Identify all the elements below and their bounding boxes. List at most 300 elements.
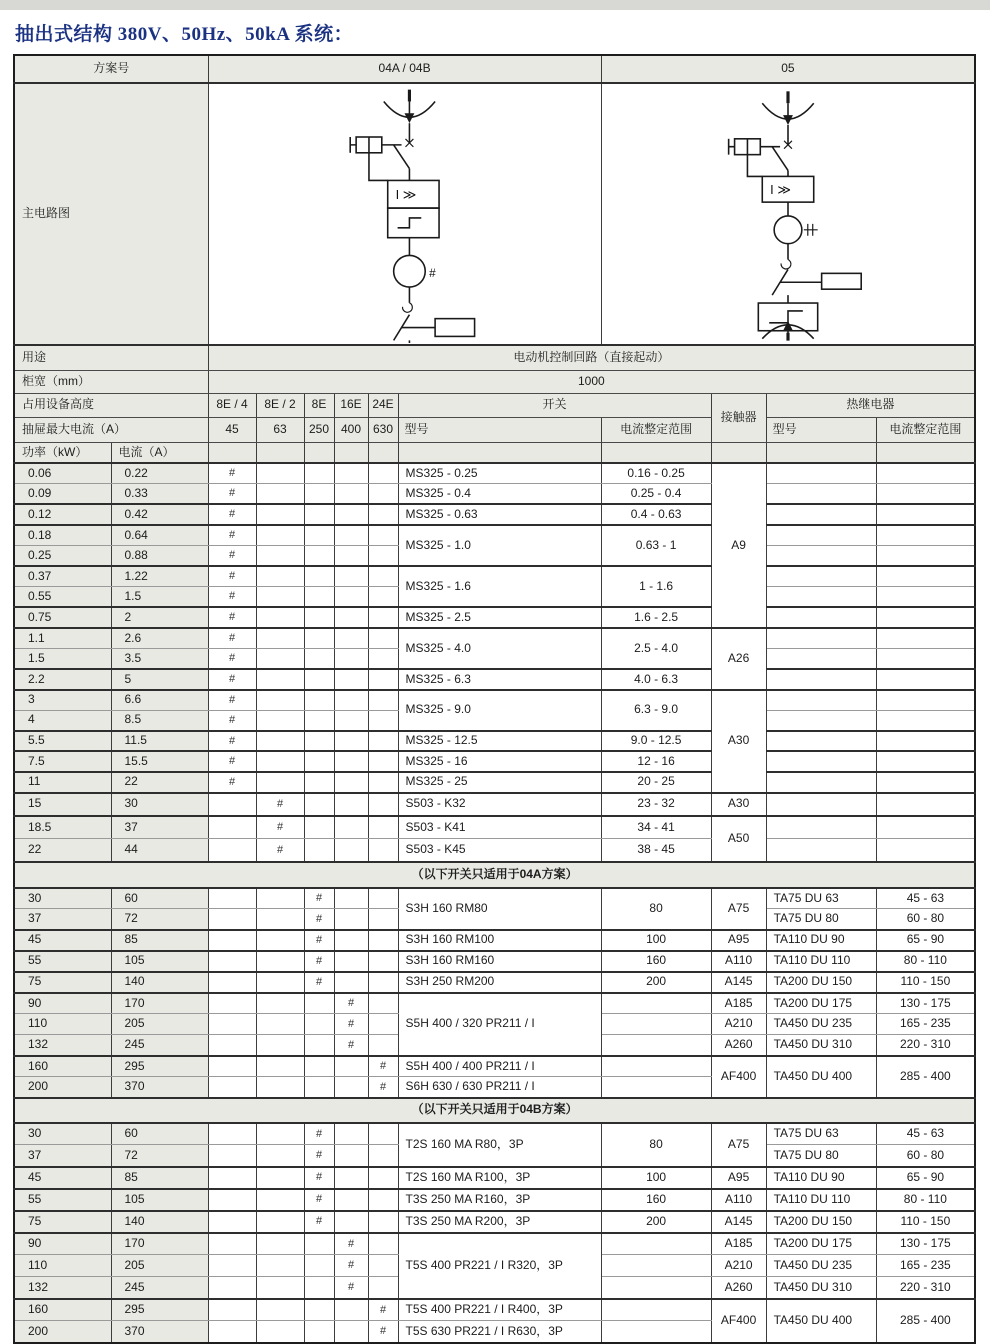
table-cell: # bbox=[208, 648, 256, 669]
table-cell: 主电路图 bbox=[14, 83, 208, 345]
table-cell bbox=[256, 525, 304, 546]
table-cell: 60 bbox=[111, 1123, 208, 1145]
table-cell: A185 bbox=[711, 1233, 766, 1255]
table-cell bbox=[208, 442, 256, 463]
table-cell: 8.5 bbox=[111, 710, 208, 731]
table-cell bbox=[208, 1145, 256, 1167]
table-cell bbox=[601, 1255, 711, 1277]
table-cell bbox=[368, 545, 398, 566]
table-cell: （以下开关只适用于04B方案） bbox=[14, 1098, 975, 1123]
table-cell bbox=[766, 504, 876, 525]
table-cell: 130 - 175 bbox=[876, 1233, 975, 1255]
table-cell: # bbox=[334, 1233, 368, 1255]
table-cell: 160 bbox=[14, 1056, 111, 1077]
table-cell: 65 - 90 bbox=[876, 930, 975, 951]
table-cell: 1000 bbox=[208, 370, 975, 393]
table-cell bbox=[334, 793, 368, 816]
main-circuit-diagram-04a-cell bbox=[208, 83, 601, 345]
main-circuit-diagram-05 bbox=[603, 85, 973, 343]
table-cell bbox=[208, 1167, 256, 1189]
table-cell bbox=[304, 545, 334, 566]
table-cell bbox=[876, 793, 975, 816]
table-cell bbox=[876, 628, 975, 649]
table-cell: 160 bbox=[601, 951, 711, 972]
table-cell: 165 - 235 bbox=[876, 1014, 975, 1035]
table-cell bbox=[334, 504, 368, 525]
table-cell bbox=[256, 1277, 304, 1299]
svg-text:I ≫: I ≫ bbox=[770, 182, 791, 198]
table-cell: S503 - K41 bbox=[398, 816, 601, 839]
table-cell: 75 bbox=[14, 1211, 111, 1233]
table-cell: S503 - K32 bbox=[398, 793, 601, 816]
table-cell bbox=[208, 888, 256, 909]
table-cell: 0.55 bbox=[14, 587, 111, 608]
table-cell bbox=[334, 690, 368, 711]
table-cell bbox=[304, 993, 334, 1014]
table-row bbox=[14, 772, 975, 793]
table-cell: 72 bbox=[111, 1145, 208, 1167]
table-cell: 0.37 bbox=[14, 566, 111, 587]
table-cell: # bbox=[208, 504, 256, 525]
table-cell bbox=[766, 731, 876, 752]
drawer-current-row bbox=[14, 417, 975, 442]
table-cell bbox=[876, 731, 975, 752]
table-cell: TA200 DU 175 bbox=[766, 1233, 876, 1255]
usage-row bbox=[14, 345, 975, 370]
table-cell bbox=[334, 731, 368, 752]
table-cell bbox=[601, 1233, 711, 1255]
table-cell: 24E bbox=[368, 393, 398, 417]
table-cell bbox=[304, 442, 334, 463]
table-cell: 12 - 16 bbox=[601, 751, 711, 772]
table-cell: # bbox=[208, 628, 256, 649]
table-cell: 85 bbox=[111, 1167, 208, 1189]
table-cell: 160 bbox=[14, 1299, 111, 1321]
table-cell: 0.88 bbox=[111, 545, 208, 566]
table-cell: 170 bbox=[111, 993, 208, 1014]
table-cell bbox=[334, 1211, 368, 1233]
table-cell bbox=[876, 839, 975, 862]
cabinet-width-row bbox=[14, 370, 975, 393]
table-cell bbox=[208, 1189, 256, 1211]
table-cell bbox=[601, 442, 711, 463]
table-cell: 3.5 bbox=[111, 648, 208, 669]
table-cell bbox=[334, 1056, 368, 1077]
table-cell bbox=[766, 628, 876, 649]
table-cell: A75 bbox=[711, 1123, 766, 1167]
table-cell bbox=[368, 1014, 398, 1035]
table-cell: 30 bbox=[14, 888, 111, 909]
table-cell: 1.1 bbox=[14, 628, 111, 649]
table-cell bbox=[304, 607, 334, 628]
table-cell bbox=[256, 1299, 304, 1321]
table-cell: T2S 160 MA R100，3P bbox=[398, 1167, 601, 1189]
table-cell: 110 - 150 bbox=[876, 1211, 975, 1233]
table-cell bbox=[876, 607, 975, 628]
table-cell bbox=[766, 772, 876, 793]
table-cell bbox=[256, 566, 304, 587]
table-cell: A185 bbox=[711, 993, 766, 1014]
table-cell: 45 bbox=[14, 930, 111, 951]
table-cell: 用途 bbox=[14, 345, 208, 370]
table-cell bbox=[368, 751, 398, 772]
table-cell bbox=[256, 1014, 304, 1035]
table-cell: 60 - 80 bbox=[876, 1145, 975, 1167]
table-cell: 0.22 bbox=[111, 463, 208, 484]
table-cell: TA450 DU 310 bbox=[766, 1277, 876, 1299]
main-circuit-diagram-05-cell bbox=[601, 83, 975, 345]
table-row bbox=[14, 1167, 975, 1189]
table-cell: # bbox=[208, 525, 256, 546]
table-cell: A26 bbox=[711, 628, 766, 690]
table-cell: MS325 - 9.0 bbox=[398, 690, 601, 731]
table-cell: 9.0 - 12.5 bbox=[601, 731, 711, 752]
table-cell bbox=[766, 607, 876, 628]
table-cell: 140 bbox=[111, 1211, 208, 1233]
table-row bbox=[14, 504, 975, 525]
table-cell bbox=[334, 710, 368, 731]
table-cell bbox=[334, 972, 368, 993]
table-cell: # bbox=[304, 1211, 334, 1233]
table-cell: AF400 bbox=[711, 1299, 766, 1343]
table-cell bbox=[876, 442, 975, 463]
table-cell: A110 bbox=[711, 1189, 766, 1211]
table-cell: TA450 DU 235 bbox=[766, 1255, 876, 1277]
table-cell bbox=[766, 710, 876, 731]
table-cell bbox=[304, 1077, 334, 1098]
table-cell: 80 bbox=[601, 1123, 711, 1167]
table-cell bbox=[368, 1123, 398, 1145]
table-cell: 80 bbox=[601, 888, 711, 930]
table-cell: 8E / 4 bbox=[208, 393, 256, 417]
table-cell: 60 bbox=[111, 888, 208, 909]
table-cell: 205 bbox=[111, 1014, 208, 1035]
table-cell: A75 bbox=[711, 888, 766, 930]
table-cell: A110 bbox=[711, 951, 766, 972]
table-cell bbox=[334, 463, 368, 484]
table-cell: 30 bbox=[111, 793, 208, 816]
table-cell: 0.64 bbox=[111, 525, 208, 546]
table-cell bbox=[766, 690, 876, 711]
table-cell: # bbox=[256, 839, 304, 862]
table-cell: 90 bbox=[14, 1233, 111, 1255]
table-cell: 5 bbox=[111, 669, 208, 690]
table-cell: 0.33 bbox=[111, 484, 208, 505]
table-cell: TA75 DU 80 bbox=[766, 1145, 876, 1167]
table-cell: 400 bbox=[334, 417, 368, 442]
table-cell: 05 bbox=[601, 55, 975, 83]
table-cell bbox=[208, 1014, 256, 1035]
table-cell: # bbox=[368, 1299, 398, 1321]
table-cell: 110 - 150 bbox=[876, 972, 975, 993]
table-row bbox=[14, 888, 975, 909]
table-cell: 0.12 bbox=[14, 504, 111, 525]
table-cell bbox=[208, 793, 256, 816]
table-cell bbox=[766, 525, 876, 546]
table-cell: AF400 bbox=[711, 1056, 766, 1098]
table-cell: 抽屉最大电流（A） bbox=[14, 417, 208, 442]
table-row bbox=[14, 1056, 975, 1077]
table-cell: S5H 400 / 400 PR211 / I bbox=[398, 1056, 601, 1077]
table-cell: 370 bbox=[111, 1321, 208, 1343]
table-cell: A9 bbox=[711, 463, 766, 628]
table-cell: MS325 - 6.3 bbox=[398, 669, 601, 690]
table-cell: S503 - K45 bbox=[398, 839, 601, 862]
table-cell: # bbox=[304, 951, 334, 972]
table-row bbox=[14, 1123, 975, 1145]
spec-table bbox=[13, 54, 976, 1344]
table-cell: TA110 DU 110 bbox=[766, 951, 876, 972]
table-cell: TA75 DU 63 bbox=[766, 1123, 876, 1145]
table-cell bbox=[368, 1211, 398, 1233]
page-title: 抽出式结构 380V、50Hz、50kA 系统： bbox=[15, 24, 354, 45]
table-cell: # bbox=[368, 1077, 398, 1098]
table-cell: # bbox=[334, 1035, 368, 1056]
table-cell bbox=[334, 607, 368, 628]
table-cell: 0.75 bbox=[14, 607, 111, 628]
table-cell bbox=[334, 909, 368, 930]
table-cell bbox=[256, 1123, 304, 1145]
table-cell bbox=[876, 772, 975, 793]
table-cell: # bbox=[334, 1255, 368, 1277]
table-row bbox=[14, 1299, 975, 1321]
table-cell bbox=[208, 909, 256, 930]
table-cell: 90 bbox=[14, 993, 111, 1014]
table-cell bbox=[601, 1299, 711, 1321]
scheme-header-row bbox=[14, 55, 975, 83]
table-cell: 250 bbox=[304, 417, 334, 442]
table-cell: T3S 250 MA R160，3P bbox=[398, 1189, 601, 1211]
table-cell: 105 bbox=[111, 951, 208, 972]
table-cell: # bbox=[208, 731, 256, 752]
table-cell bbox=[876, 484, 975, 505]
table-cell bbox=[368, 607, 398, 628]
table-cell: A145 bbox=[711, 972, 766, 993]
table-cell bbox=[256, 772, 304, 793]
table-row bbox=[14, 607, 975, 628]
table-cell: T3S 250 MA R200，3P bbox=[398, 1211, 601, 1233]
table-cell bbox=[368, 1145, 398, 1167]
table-cell: # bbox=[304, 1167, 334, 1189]
table-cell bbox=[334, 751, 368, 772]
table-cell: A50 bbox=[711, 816, 766, 862]
table-cell: 0.18 bbox=[14, 525, 111, 546]
spec-table-body bbox=[14, 55, 975, 1343]
table-cell: TA200 DU 175 bbox=[766, 993, 876, 1014]
table-cell bbox=[766, 587, 876, 608]
table-row bbox=[14, 1233, 975, 1255]
table-cell: 45 - 63 bbox=[876, 888, 975, 909]
table-cell: 15.5 bbox=[111, 751, 208, 772]
table-cell: 45 bbox=[208, 417, 256, 442]
table-row bbox=[14, 690, 975, 711]
table-cell bbox=[256, 442, 304, 463]
table-cell: # bbox=[334, 1014, 368, 1035]
table-cell: T5S 400 PR221 / I R320，3P bbox=[398, 1233, 601, 1299]
table-row bbox=[14, 751, 975, 772]
table-cell: TA75 DU 63 bbox=[766, 888, 876, 909]
table-cell: 1.5 bbox=[14, 648, 111, 669]
table-cell: 370 bbox=[111, 1077, 208, 1098]
table-cell: # bbox=[208, 463, 256, 484]
table-cell: 5.5 bbox=[14, 731, 111, 752]
section-separator-row bbox=[14, 862, 975, 888]
table-cell bbox=[876, 816, 975, 839]
table-cell bbox=[256, 1189, 304, 1211]
table-cell bbox=[766, 545, 876, 566]
table-cell bbox=[208, 1035, 256, 1056]
table-cell: 0.09 bbox=[14, 484, 111, 505]
section-separator-row bbox=[14, 1098, 975, 1123]
table-cell: 0.25 bbox=[14, 545, 111, 566]
table-cell bbox=[304, 772, 334, 793]
table-cell: 20 - 25 bbox=[601, 772, 711, 793]
table-cell bbox=[304, 839, 334, 862]
table-cell: S3H 250 RM200 bbox=[398, 972, 601, 993]
table-row bbox=[14, 816, 975, 839]
table-cell bbox=[368, 442, 398, 463]
table-cell: # bbox=[368, 1321, 398, 1343]
table-cell: 80 - 110 bbox=[876, 951, 975, 972]
table-cell bbox=[256, 751, 304, 772]
table-cell: MS325 - 25 bbox=[398, 772, 601, 793]
table-cell bbox=[368, 993, 398, 1014]
table-cell: # bbox=[208, 751, 256, 772]
main-circuit-diagram-04a bbox=[212, 85, 597, 343]
table-cell: 200 bbox=[14, 1321, 111, 1343]
table-cell bbox=[368, 1255, 398, 1277]
circuit-diagram-row bbox=[14, 83, 975, 345]
table-cell bbox=[304, 587, 334, 608]
table-cell: 160 bbox=[601, 1189, 711, 1211]
table-cell bbox=[368, 1233, 398, 1255]
table-cell bbox=[368, 628, 398, 649]
table-cell bbox=[304, 525, 334, 546]
table-cell bbox=[766, 793, 876, 816]
table-cell: # bbox=[304, 930, 334, 951]
table-cell bbox=[876, 566, 975, 587]
table-cell: # bbox=[208, 669, 256, 690]
table-cell: # bbox=[334, 1277, 368, 1299]
table-cell bbox=[256, 690, 304, 711]
table-cell bbox=[766, 648, 876, 669]
table-cell bbox=[334, 1145, 368, 1167]
table-cell bbox=[304, 1056, 334, 1077]
table-cell: T5S 630 PR221 / I R630，3P bbox=[398, 1321, 601, 1343]
table-cell: 7.5 bbox=[14, 751, 111, 772]
table-cell bbox=[304, 1014, 334, 1035]
table-cell bbox=[256, 545, 304, 566]
table-cell: MS325 - 4.0 bbox=[398, 628, 601, 669]
table-cell bbox=[334, 545, 368, 566]
table-cell bbox=[256, 669, 304, 690]
table-cell: 285 - 400 bbox=[876, 1056, 975, 1098]
table-cell: 44 bbox=[111, 839, 208, 862]
table-cell: 100 bbox=[601, 1167, 711, 1189]
table-cell bbox=[256, 951, 304, 972]
table-cell bbox=[256, 1056, 304, 1077]
table-cell: S3H 160 RM100 bbox=[398, 930, 601, 951]
table-cell: T2S 160 MA R80，3P bbox=[398, 1123, 601, 1167]
table-cell bbox=[256, 504, 304, 525]
table-cell bbox=[766, 484, 876, 505]
table-cell bbox=[256, 972, 304, 993]
table-cell: 1.22 bbox=[111, 566, 208, 587]
table-cell: S3H 160 RM80 bbox=[398, 888, 601, 930]
table-cell bbox=[368, 566, 398, 587]
table-cell bbox=[208, 839, 256, 862]
table-cell: 23 - 32 bbox=[601, 793, 711, 816]
table-cell bbox=[368, 930, 398, 951]
table-cell: （以下开关只适用于04A方案） bbox=[14, 862, 975, 888]
table-cell: 245 bbox=[111, 1277, 208, 1299]
table-cell bbox=[304, 816, 334, 839]
table-cell: S6H 630 / 630 PR211 / I bbox=[398, 1077, 601, 1098]
table-row bbox=[14, 930, 975, 951]
table-cell: 3 bbox=[14, 690, 111, 711]
table-cell bbox=[876, 690, 975, 711]
table-cell bbox=[766, 463, 876, 484]
table-cell bbox=[368, 669, 398, 690]
table-cell: 245 bbox=[111, 1035, 208, 1056]
table-cell: 0.16 - 0.25 bbox=[601, 463, 711, 484]
table-cell bbox=[208, 1255, 256, 1277]
table-cell bbox=[368, 690, 398, 711]
table-cell bbox=[304, 504, 334, 525]
table-cell: 1.5 bbox=[111, 587, 208, 608]
table-row bbox=[14, 993, 975, 1014]
table-cell: # bbox=[304, 888, 334, 909]
table-cell bbox=[601, 1056, 711, 1077]
table-cell: 295 bbox=[111, 1056, 208, 1077]
table-cell: 6.3 - 9.0 bbox=[601, 690, 711, 731]
table-cell: A210 bbox=[711, 1255, 766, 1277]
table-cell: 37 bbox=[14, 909, 111, 930]
table-cell: 电流（A） bbox=[111, 442, 208, 463]
table-cell bbox=[256, 888, 304, 909]
table-cell bbox=[368, 839, 398, 862]
table-cell: # bbox=[304, 909, 334, 930]
table-cell bbox=[368, 1277, 398, 1299]
table-cell bbox=[208, 816, 256, 839]
table-cell: 285 - 400 bbox=[876, 1299, 975, 1343]
table-cell: 132 bbox=[14, 1277, 111, 1299]
table-cell: A210 bbox=[711, 1014, 766, 1035]
table-cell: 15 bbox=[14, 793, 111, 816]
table-cell bbox=[766, 816, 876, 839]
table-cell bbox=[208, 1056, 256, 1077]
table-cell bbox=[208, 951, 256, 972]
table-cell: 37 bbox=[111, 816, 208, 839]
table-cell bbox=[334, 930, 368, 951]
table-cell: # bbox=[304, 972, 334, 993]
table-cell bbox=[256, 1211, 304, 1233]
table-cell bbox=[304, 566, 334, 587]
table-cell bbox=[334, 587, 368, 608]
table-cell bbox=[304, 1299, 334, 1321]
table-row bbox=[14, 525, 975, 546]
table-cell bbox=[766, 442, 876, 463]
table-cell: 130 - 175 bbox=[876, 993, 975, 1014]
table-cell: 85 bbox=[111, 930, 208, 951]
table-cell bbox=[601, 1077, 711, 1098]
table-cell bbox=[256, 484, 304, 505]
table-cell: 75 bbox=[14, 972, 111, 993]
table-cell bbox=[256, 731, 304, 752]
table-cell bbox=[398, 442, 601, 463]
table-cell bbox=[256, 463, 304, 484]
table-cell: 295 bbox=[111, 1299, 208, 1321]
